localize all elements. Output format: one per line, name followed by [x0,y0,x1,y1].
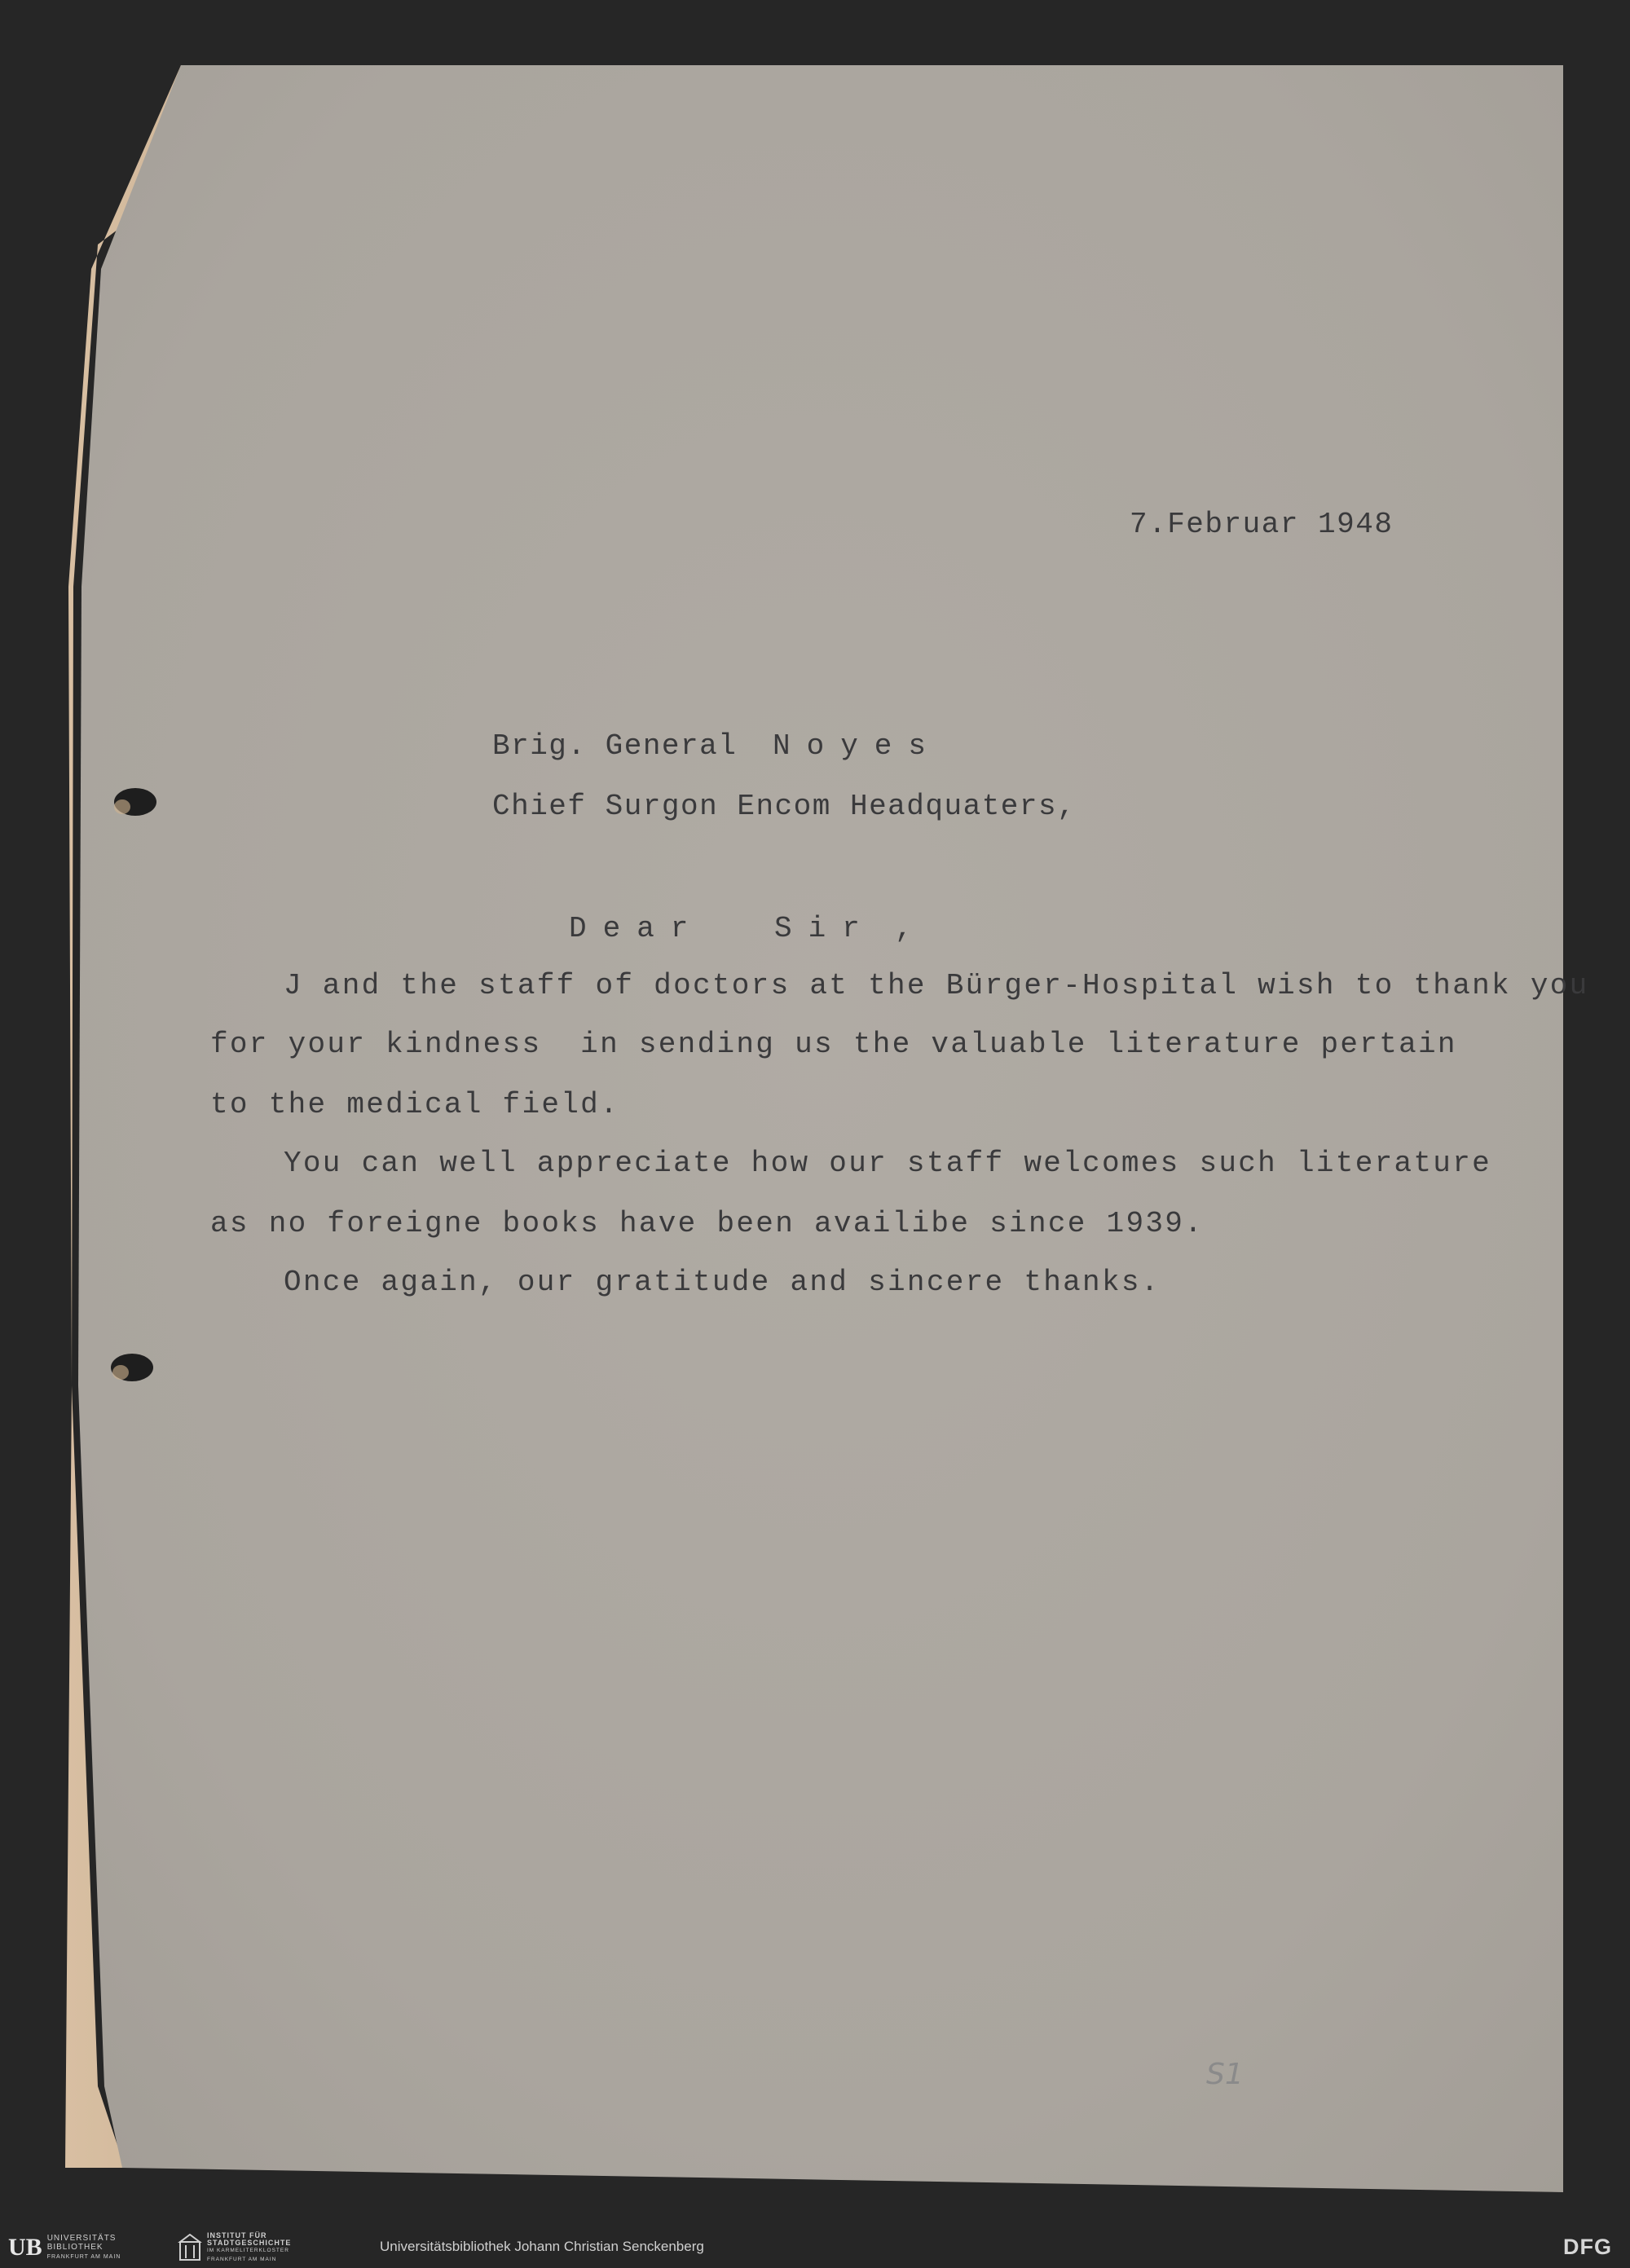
recipient-title: Brig. General [492,729,738,763]
isg-logo-text: INSTITUT FÜR STADTGESCHICHTE IM KARMELITERKLOSTER FRANKFURT AM MAIN [207,2231,292,2262]
ub-logo-mark: UB [8,2234,42,2261]
body-line: as no foreigne books have been availibe since 1939. [210,1207,1205,1240]
body-line: J and the staff of doctors at the Bürger-Hospital wish to thank you [284,969,1589,1002]
isg-logo [178,2231,292,2262]
body-line: for your kindness in sending us the valuable literature pertain [210,1028,1457,1061]
recipient-position: Chief Surgon Encom Headquaters, [492,790,1077,823]
dfg-logo: DFG [1563,2235,1612,2259]
body-line: Once again, our gratitude and sincere thanks. [284,1266,1161,1299]
salutation-sir: Sir [774,912,876,945]
ub-logo [8,2234,121,2261]
pencil-note: S1 [1206,2058,1244,2091]
viewer-footer [0,2227,1630,2268]
body-line: to the medical field. [210,1088,619,1121]
ub-logo-text: UNIVERSITÄTS BIBLIOTHEK FRANKFURT AM MAIN [46,2234,121,2260]
isg-emblem-icon [178,2234,202,2261]
body-line: You can well appreciate how our staff welcomes such literature [284,1147,1492,1180]
library-name: Universitätsbibliothek Johann Christian Senckenberg [380,2239,704,2254]
letter-date: 7.Februar 1948 [1130,508,1394,541]
salutation-dear: Dear [569,912,705,945]
recipient-name: Noyes [773,729,943,763]
paper-body [78,65,1563,2192]
salutation-comma: , [895,912,914,945]
